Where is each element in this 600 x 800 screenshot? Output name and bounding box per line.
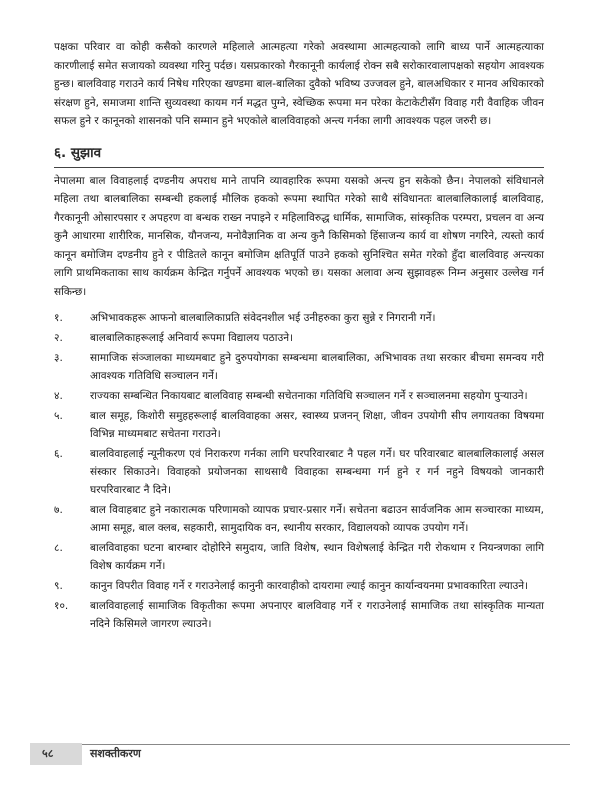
publication-title: सशक्तीकरण: [90, 747, 141, 760]
list-number: ४.: [54, 390, 63, 402]
list-text: राज्यका सम्बन्धित निकायबाट बालविवाह सम्बन्धी सचेतनाका गतिविधि सञ्चालन गर्ने र सञ्चालनमा सहयोग पुऱ्याउने।: [90, 390, 528, 402]
list-item: [54, 309, 544, 327]
list-item: [54, 577, 544, 595]
list-item: [54, 329, 544, 347]
suggestion-list: [54, 309, 544, 633]
list-text: बालविवाहलाई न्यूनीकरण एवं निराकरण गर्नका लागि घरपरिवारबाट नै पहल गर्ने। घर परिवारबाट बालबालिकालाई असल संस्कार सिकाउने। विवाहको प्रयोजनका साथसाथै विवाहका सम्बन्धमा गर्न हुने र गर्न नहुने विषयको जानकारी घरपरिवारबाट नै दिने।: [90, 448, 544, 496]
page-number: ५८: [42, 747, 54, 760]
list-number: ९.: [54, 580, 63, 592]
list-number: १०.: [54, 600, 69, 612]
list-number: ८.: [54, 542, 63, 554]
list-item: [54, 349, 544, 385]
list-number: २.: [54, 332, 63, 344]
page-content: [54, 38, 544, 635]
list-text: बाल समूह, किशोरी समुहहरूलाई बालविवाहका असर, स्वास्थ्य प्रजनन् शिक्षा, जीवन उपयोगी सीप लगायतका विषयमा विभिन्न माध्यमबाट सचेतना गराउने।: [90, 410, 544, 440]
list-item: [54, 387, 544, 405]
list-number: ५.: [54, 410, 63, 422]
list-number: ७.: [54, 504, 63, 516]
page-footer: [30, 744, 570, 774]
list-item: [54, 501, 544, 537]
section-paragraph: नेपालमा बाल विवाहलाई दण्डनीय अपराध माने तापनि व्यावहारिक रूपमा यसको अन्त्य हुन सकेको छैन। नेपालको संविधानले महिला तथा बालबालिका सम्बन्धी हकलाई मौलिक हकको रूपमा स्थापित गरेको साथै संविधानतः बालबालिकालाई बालविवाह, गैरकानूनी ओसारपसार र अपहरण वा बन्धक राख्न नपाइने र महिलाविरुद्ध धार्मिक, सामाजिक, सांस्कृतिक परम्परा, प्रचलन वा अन्य कुनै आधारमा शारीरिक, मानसिक, यौनजन्य, मनोवैज्ञानिक वा अन्य कुनै किसिमको हिंसाजन्य कार्य वा शोषण नगरिने, त्यस्तो कार्य कानून बमोजिम दण्डनीय हुने र पीडितले कानून बमोजिम क्षतिपूर्ति पाउने हकको सुनिश्चित समेत गरेको हुँदा बालविवाह अन्त्यका लागि प्राथमिकताका साथ कार्यक्रम केन्द्रित गर्नुपर्ने आवश्यक भएको छ। यसका अलावा अन्य सुझावहरू निम्न अनुसार उल्लेख गर्न सकिन्छ।: [54, 174, 544, 298]
list-text: बालविवाहका घटना बारम्बार दोहोरिने समुदाय, जाति विशेष, स्थान विशेषलाई केन्द्रित गरी रोकथाम र नियन्त्रणका लागि विशेष कार्यक्रम गर्ने।: [90, 542, 544, 572]
heading-divider: [54, 167, 544, 168]
list-text: कानुन विपरीत विवाह गर्ने र गराउनेलाई कानुनी कारवाहीको दायरामा ल्याई कानुन कार्यान्वयनमा प्रभावकारिता ल्याउने।: [90, 580, 529, 592]
list-item: [54, 407, 544, 443]
page-number-tab: [30, 743, 82, 765]
list-item: [54, 445, 544, 499]
intro-paragraph: पक्षका परिवार वा कोही कसैको कारणले महिलाले आत्महत्या गरेको अवस्थामा आत्महत्याको लागि बाध्य पार्ने आत्महत्याका कारणीलाई समेत सजायको व्यवस्था गरिनु पर्दछ। यसप्रकारको गैरकानूनी कार्यलाई रोक्न सबै सरोकारवालापक्षको सहयोग आवश्यक हुन्छ। बालविवाह गराउने कार्य निषेध गरिएका खण्डमा बाल-बालिका दुवैको भविष्य उज्जवल हुने, बालअधिकार र मानव अधिकारको संरक्षण हुने, समाजमा शान्ति सुव्यवस्था कायम गर्न मद्धत पुग्ने, स्वेच्छिक रूपमा मन परेका केटाकेटीसँग विवाह गरी वैवाहिक जीवन सफल हुने र कानूनको शासनको पनि सम्मान हुने भएकोले बालविवाहको अन्त्य गर्नका लागी आवश्यक पहल जरुरी छ।: [54, 41, 544, 127]
list-number: ३.: [54, 352, 63, 364]
list-text: सामाजिक संञ्जालका माध्यमबाट हुने दुरुपयोगका सम्बन्धमा बालबालिका, अभिभावक तथा सरकार बीचमा समन्वय गरी आवश्यक गतिविधि सञ्चालन गर्ने।: [90, 352, 544, 382]
list-item: [54, 539, 544, 575]
list-text: बालबालिकाहरूलाई अनिवार्य रूपमा विद्यालय पठाउने।: [90, 332, 294, 344]
list-text: अभिभावकहरू आफनो बालबालिकाप्रति संवेदनशील भई उनीहरुका कुरा सुन्ने र निगरानी गर्ने।: [90, 312, 436, 324]
list-text: बाल विवाहबाट हुने नकारात्मक परिणामको व्यापक प्रचार-प्रसार गर्ने। सचेतना बढाउन सार्वजनिक आम सञ्चारका माध्यम, आमा समूह, बाल क्लब, सहकारी, सामुदायिक वन, स्थानीय सरकार, विद्यालयको व्यापक उपयोग गर्ने।: [90, 504, 544, 534]
section-heading: ६. सुझाव: [54, 144, 102, 161]
list-number: १.: [54, 312, 63, 324]
list-number: ६.: [54, 448, 63, 460]
list-item: [54, 597, 544, 633]
list-text: बालविवाहलाई सामाजिक विकृतीका रूपमा अपनाएर बालविवाह गर्ने र गराउनेलाई सामाजिक तथा सांस्कृतिक मान्यता नदिने किसिमले जागरण ल्याउने।: [90, 600, 544, 630]
